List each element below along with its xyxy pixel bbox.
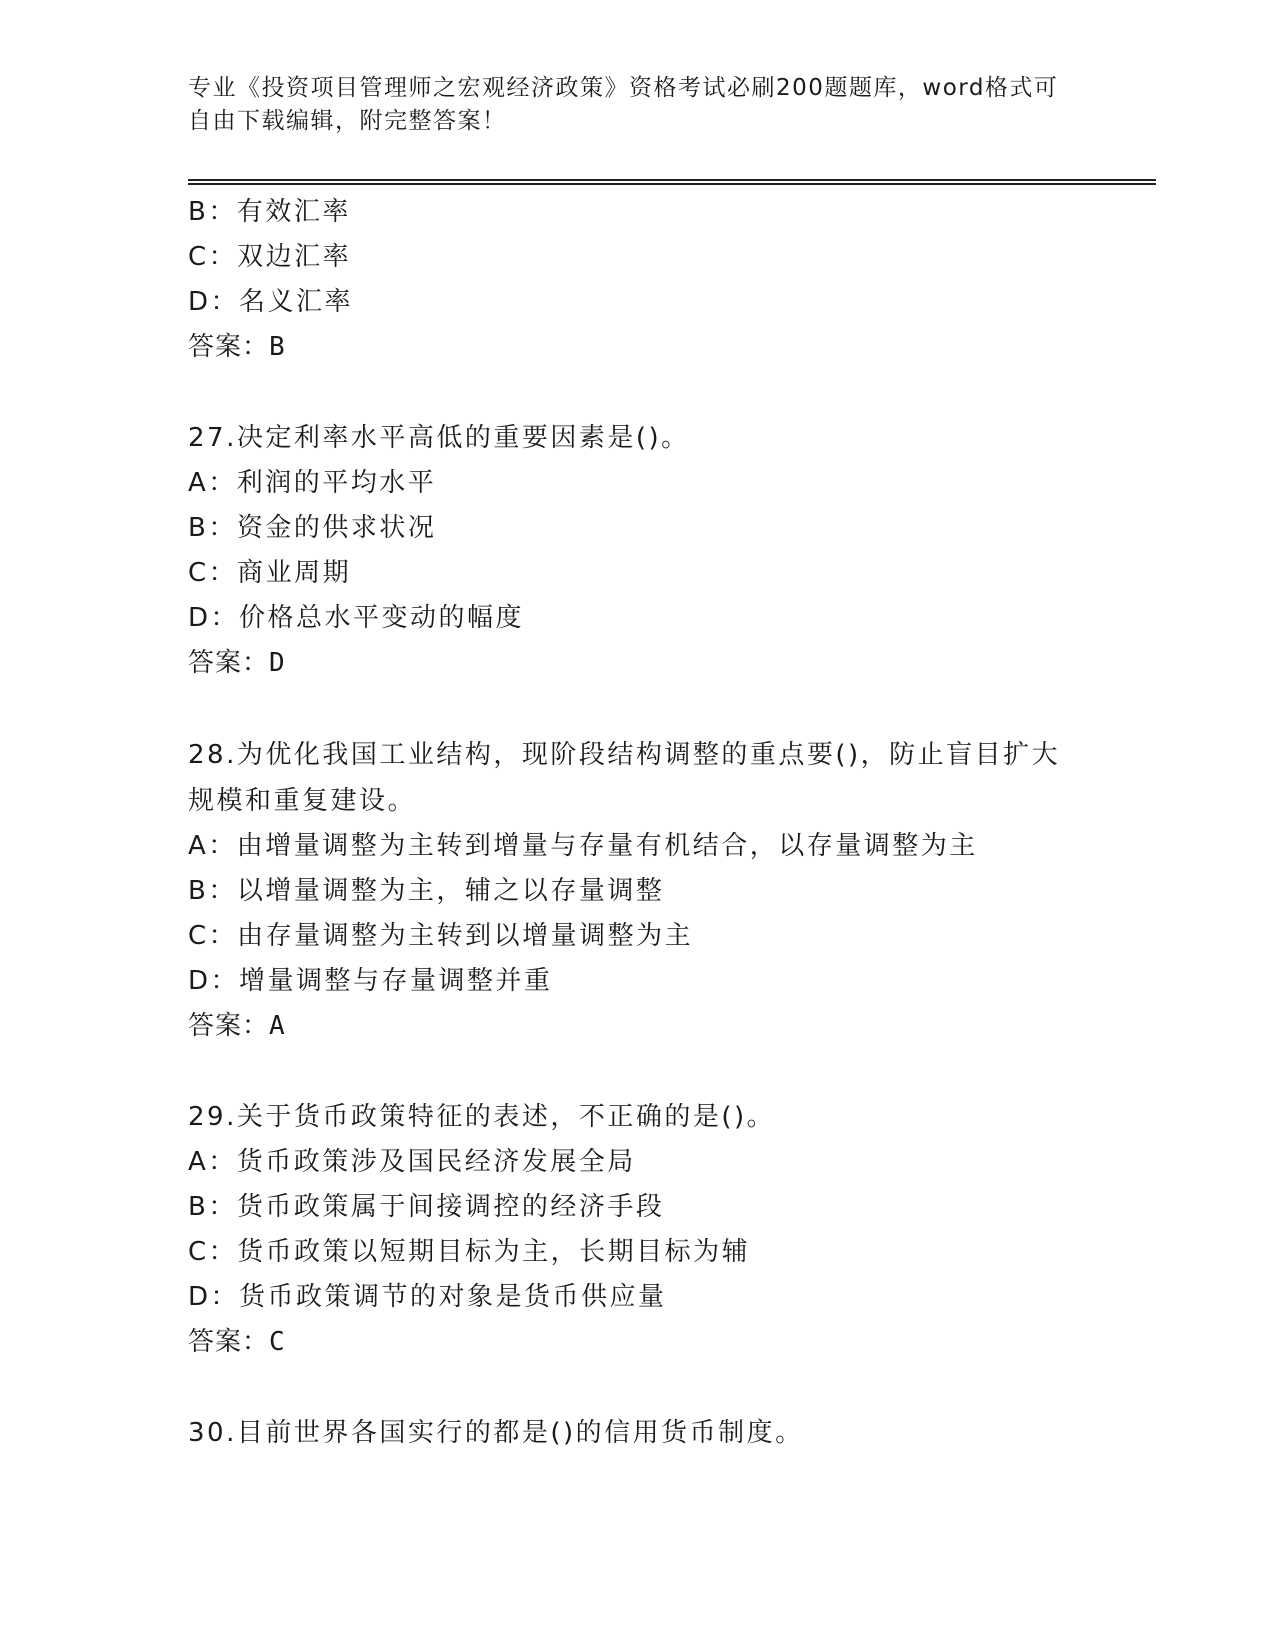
answer-line [188,1320,1088,1365]
answer-value: A [269,1011,285,1041]
question-26-continued [188,190,1088,370]
option-b: B：有效汇率 [188,197,351,227]
question-stem: 27.决定利率水平高低的重要因素是()。 [188,423,690,453]
option-c: C：货币政策以短期目标为主，长期目标为辅 [188,1237,751,1267]
answer-label: 答案： [188,1011,270,1041]
answer-line [188,641,1088,686]
option-a: A：货币政策涉及国民经济发展全局 [188,1147,636,1177]
option-d: D：名义汇率 [188,287,354,317]
question-28 [188,732,1088,1049]
answer-value: B [269,332,285,362]
question-stem: 30.目前世界各国实行的都是()的信用货币制度。 [188,1418,804,1448]
answer-line [188,1004,1088,1049]
answer-value: D [269,648,285,678]
option-a: A：利润的平均水平 [188,468,437,498]
page-header: 专业《投资项目管理师之宏观经济政策》资格考试必刷200题题库，word格式可 自由下载编辑，附完整答案！ [188,75,1059,134]
answer-value: C [269,1327,285,1357]
option-b: B：以增量调整为主，辅之以存量调整 [188,876,665,906]
answer-line [188,325,1088,370]
answer-label: 答案： [188,648,270,678]
question-29 [188,1095,1088,1365]
answer-label: 答案： [188,1327,270,1357]
question-stem: 29.关于货币政策特征的表述，不正确的是()。 [188,1102,776,1132]
option-d: D：价格总水平变动的幅度 [188,603,525,633]
question-list [188,190,1088,1456]
option-d: D：货币政策调节的对象是货币供应量 [188,1282,667,1312]
option-c: C：由存量调整为主转到以增量调整为主 [188,921,694,951]
option-b: B：货币政策属于间接调控的经济手段 [188,1192,665,1222]
option-c: C：商业周期 [188,558,352,588]
option-b: B：资金的供求状况 [188,513,437,543]
question-27 [188,416,1088,686]
option-c: C：双边汇率 [188,242,352,272]
answer-label: 答案： [188,332,270,362]
question-30 [188,1411,1088,1456]
option-a: A：由增量调整为主转到增量与存量有机结合，以存量调整为主 [188,831,978,861]
option-d: D：增量调整与存量调整并重 [188,966,553,996]
header-divider-top [188,179,1156,181]
question-stem: 28.为优化我国工业结构，现阶段结构调整的重点要()，防止盲目扩大规模和重复建设。 [188,740,1061,816]
header-divider-bottom [188,183,1156,185]
